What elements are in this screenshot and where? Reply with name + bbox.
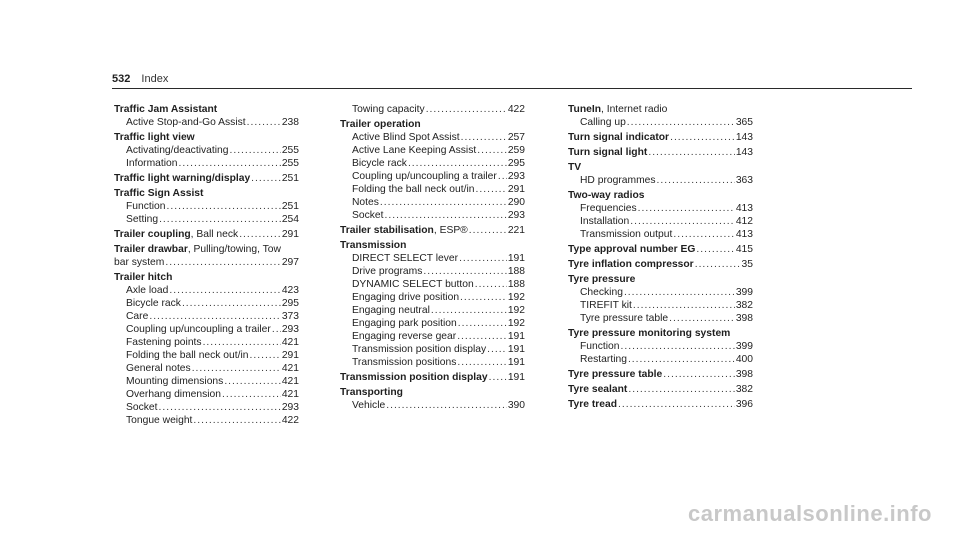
index-entry bbox=[568, 327, 753, 366]
index-subentry bbox=[568, 202, 753, 215]
page-ref: 143 bbox=[735, 132, 753, 143]
leader-dots bbox=[618, 398, 735, 411]
page-ref: 363 bbox=[735, 175, 753, 186]
index-subentry bbox=[340, 399, 525, 412]
leader-dots bbox=[167, 200, 281, 213]
page-ref: 382 bbox=[735, 384, 753, 395]
subentry-text: Installation bbox=[580, 216, 630, 227]
page-ref: 259 bbox=[507, 145, 525, 156]
index-entry bbox=[568, 146, 753, 159]
leader-dots bbox=[498, 170, 507, 183]
page-ref: 293 bbox=[507, 171, 525, 182]
index-subentry bbox=[340, 330, 525, 343]
page-ref: 143 bbox=[735, 147, 753, 158]
index-heading-row bbox=[114, 271, 299, 284]
subentry-text: TIREFIT kit bbox=[580, 300, 632, 311]
index-entry bbox=[114, 172, 299, 185]
page-ref: 191 bbox=[507, 344, 525, 355]
index-subentry bbox=[340, 265, 525, 278]
subentry-text: General notes bbox=[126, 363, 191, 374]
leader-dots bbox=[638, 202, 735, 215]
leader-dots bbox=[477, 144, 507, 157]
leader-dots bbox=[670, 131, 735, 144]
page-ref: 191 bbox=[507, 331, 525, 342]
index-heading-suffix: , Ball neck bbox=[190, 229, 239, 240]
index-subentry bbox=[340, 157, 525, 170]
index-heading: Tyre sealant bbox=[568, 384, 628, 395]
leader-dots bbox=[159, 213, 281, 226]
index-heading-row bbox=[114, 228, 299, 241]
index-subentry bbox=[114, 401, 299, 414]
index-heading: Transmission position display bbox=[340, 372, 488, 383]
index-subentry bbox=[114, 310, 299, 323]
page-header bbox=[112, 73, 168, 85]
index-entry bbox=[568, 398, 753, 411]
index-heading: Two-way radios bbox=[568, 190, 645, 201]
leader-dots bbox=[630, 215, 735, 228]
leader-dots bbox=[222, 388, 281, 401]
leader-dots bbox=[426, 103, 507, 116]
index-subentry bbox=[568, 116, 753, 129]
page-ref: 399 bbox=[735, 287, 753, 298]
index-subentry bbox=[340, 278, 525, 291]
leader-dots bbox=[673, 228, 734, 241]
leader-dots bbox=[423, 265, 506, 278]
watermark: carmanualsonline.info bbox=[688, 501, 932, 526]
leader-dots bbox=[628, 353, 735, 366]
subentry-text: Mounting dimensions bbox=[126, 376, 224, 387]
index-entry bbox=[568, 161, 753, 187]
subentry-text: Calling up bbox=[580, 117, 626, 128]
leader-dots bbox=[457, 330, 507, 343]
leader-dots bbox=[380, 196, 507, 209]
index-heading: Traffic light warning/display bbox=[114, 173, 251, 184]
page-ref: 421 bbox=[281, 389, 299, 400]
index-subentry bbox=[340, 356, 525, 369]
page-ref: 421 bbox=[281, 363, 299, 374]
page-ref: 398 bbox=[735, 369, 753, 380]
leader-dots bbox=[458, 317, 507, 330]
subentry-text: Socket bbox=[126, 402, 158, 413]
index-entry bbox=[568, 368, 753, 381]
leader-dots bbox=[627, 116, 735, 129]
page-ref: 257 bbox=[507, 132, 525, 143]
page-ref: 293 bbox=[507, 210, 525, 221]
entry-gap bbox=[114, 427, 299, 429]
page-ref: 390 bbox=[507, 400, 525, 411]
index-heading: Trailer drawbar bbox=[114, 244, 188, 255]
index-heading-row bbox=[568, 258, 753, 271]
leader-dots bbox=[487, 343, 507, 356]
subentry-text: Coupling up/uncoupling a trailer bbox=[126, 324, 271, 335]
subentry-text: Restarting bbox=[580, 354, 627, 365]
page-ref: 192 bbox=[507, 292, 525, 303]
subentry-text: Bicycle rack bbox=[126, 298, 181, 309]
index-heading: Tyre tread bbox=[568, 399, 618, 410]
page-ref: 251 bbox=[281, 173, 299, 184]
index-subentry bbox=[568, 286, 753, 299]
index-heading: Turn signal light bbox=[568, 147, 648, 158]
page-ref: 255 bbox=[281, 145, 299, 156]
index-heading-row bbox=[340, 224, 525, 237]
index-subentry bbox=[114, 362, 299, 375]
page-ref: 295 bbox=[507, 158, 525, 169]
index-subentry bbox=[114, 414, 299, 427]
leader-dots bbox=[461, 131, 507, 144]
leader-dots bbox=[203, 336, 281, 349]
page-ref: 291 bbox=[281, 229, 299, 240]
index-heading-row bbox=[568, 161, 753, 174]
page-ref: 291 bbox=[507, 184, 525, 195]
subentry-text: Active Blind Spot Assist bbox=[352, 132, 460, 143]
subentry-text: Transmission output bbox=[580, 229, 673, 240]
subentry-text: Function bbox=[580, 341, 620, 352]
index-entry bbox=[114, 271, 299, 427]
leader-dots bbox=[460, 291, 507, 304]
index-subentry bbox=[340, 196, 525, 209]
subentry-text: Coupling up/uncoupling a trailer bbox=[352, 171, 497, 182]
leader-dots bbox=[229, 144, 280, 157]
subentry-text: Towing capacity bbox=[352, 104, 425, 115]
page-ref: 192 bbox=[507, 305, 525, 316]
index-subentry bbox=[114, 336, 299, 349]
index-heading: TV bbox=[568, 162, 582, 173]
index-column-2 bbox=[340, 103, 525, 414]
index-entry bbox=[340, 386, 525, 412]
index-heading: Type approval number EG bbox=[568, 244, 696, 255]
leader-dots bbox=[459, 252, 507, 265]
leader-dots bbox=[476, 183, 507, 196]
subentry-text: Drive programs bbox=[352, 266, 423, 277]
page-ref: 413 bbox=[735, 229, 753, 240]
page-ref: 422 bbox=[281, 415, 299, 426]
index-subentry bbox=[568, 299, 753, 312]
index-heading-suffix: , ESP® bbox=[433, 225, 468, 236]
subentry-text: Folding the ball neck out/in bbox=[126, 350, 249, 361]
leader-dots bbox=[179, 157, 281, 170]
subentry-text: Notes bbox=[352, 197, 379, 208]
index-subentry bbox=[114, 116, 299, 129]
leader-dots bbox=[250, 349, 281, 362]
index-entry bbox=[568, 273, 753, 325]
subentry-text: DYNAMIC SELECT button bbox=[352, 279, 474, 290]
index-heading-continuation bbox=[114, 256, 299, 269]
subentry-text: Engaging park position bbox=[352, 318, 457, 329]
subentry-text: Active Lane Keeping Assist bbox=[352, 145, 477, 156]
subentry-text: Active Stop-and-Go Assist bbox=[126, 117, 246, 128]
page-ref: 382 bbox=[735, 300, 753, 311]
subentry-text: Engaging reverse gear bbox=[352, 331, 457, 342]
index-entry bbox=[114, 243, 299, 269]
page-ref: 293 bbox=[281, 402, 299, 413]
index-heading-row bbox=[568, 273, 753, 286]
leader-dots bbox=[165, 256, 280, 269]
index-subentry bbox=[340, 131, 525, 144]
index-entry bbox=[340, 239, 525, 369]
index-subentry bbox=[114, 213, 299, 226]
leader-dots bbox=[457, 356, 506, 369]
index-column-1 bbox=[114, 103, 299, 429]
index-heading-row bbox=[568, 243, 753, 256]
subentry-text: Tyre pressure table bbox=[580, 313, 669, 324]
leader-dots bbox=[633, 299, 735, 312]
subentry-text: Vehicle bbox=[352, 400, 386, 411]
subentry-text: Frequencies bbox=[580, 203, 637, 214]
subentry-text: Bicycle rack bbox=[352, 158, 407, 169]
index-entry bbox=[340, 371, 525, 384]
index-heading-row bbox=[340, 239, 525, 252]
index-entry bbox=[568, 131, 753, 144]
page-ref: 415 bbox=[735, 244, 753, 255]
index-subentry bbox=[340, 183, 525, 196]
leader-dots bbox=[696, 243, 734, 256]
index-subentry bbox=[340, 209, 525, 222]
index-entry bbox=[568, 189, 753, 241]
leader-dots bbox=[386, 399, 507, 412]
subentry-text: Tongue weight bbox=[126, 415, 193, 426]
leader-dots bbox=[247, 116, 281, 129]
page-number: 532 bbox=[112, 73, 131, 85]
leader-dots bbox=[648, 146, 734, 159]
index-heading-row bbox=[340, 118, 525, 131]
index-heading-row bbox=[568, 368, 753, 381]
index-heading-suffix: , Pulling/towing, Tow bbox=[187, 244, 281, 255]
index-subentry bbox=[340, 304, 525, 317]
index-subentry bbox=[114, 388, 299, 401]
index-subentry bbox=[340, 170, 525, 183]
subentry-text: Axle load bbox=[126, 285, 169, 296]
index-heading: Transmission bbox=[340, 240, 407, 251]
page-ref: 423 bbox=[281, 285, 299, 296]
page-ref: 421 bbox=[281, 337, 299, 348]
page-ref: 35 bbox=[741, 259, 753, 270]
page-ref: 422 bbox=[507, 104, 525, 115]
leader-dots bbox=[621, 340, 735, 353]
index-heading: Trailer hitch bbox=[114, 272, 173, 283]
index-entry bbox=[568, 258, 753, 271]
index-subentry bbox=[114, 375, 299, 388]
subentry-text: Information bbox=[126, 158, 178, 169]
index-heading-row bbox=[568, 131, 753, 144]
index-heading-row bbox=[568, 189, 753, 202]
index-heading-row bbox=[340, 371, 525, 384]
subentry-text: Setting bbox=[126, 214, 159, 225]
page-ref: 254 bbox=[281, 214, 299, 225]
index-heading: Transporting bbox=[340, 387, 403, 398]
page-ref: 413 bbox=[735, 203, 753, 214]
entry-gap bbox=[340, 412, 525, 414]
leader-dots bbox=[384, 209, 506, 222]
index-heading: Traffic Jam Assistant bbox=[114, 104, 218, 115]
leader-dots bbox=[489, 371, 507, 384]
page-ref: 290 bbox=[507, 197, 525, 208]
subentry-text: HD programmes bbox=[580, 175, 656, 186]
page-ref: 251 bbox=[281, 201, 299, 212]
page-ref: 221 bbox=[507, 225, 525, 236]
leader-dots bbox=[475, 278, 507, 291]
index-entry bbox=[340, 118, 525, 222]
index-subentry bbox=[114, 144, 299, 157]
index-entry bbox=[114, 187, 299, 226]
leader-dots bbox=[663, 368, 735, 381]
index-subentry bbox=[114, 297, 299, 310]
page-ref: 373 bbox=[281, 311, 299, 322]
subentry-text: Care bbox=[126, 311, 149, 322]
subentry-text: Function bbox=[126, 201, 166, 212]
subentry-text: Engaging drive position bbox=[352, 292, 460, 303]
index-heading: Trailer coupling bbox=[114, 229, 191, 240]
index-entry bbox=[114, 228, 299, 241]
page-ref: 295 bbox=[281, 298, 299, 309]
page-ref: 191 bbox=[507, 372, 525, 383]
page-ref: 297 bbox=[281, 257, 299, 268]
leader-dots bbox=[169, 284, 280, 297]
index-subentry bbox=[568, 312, 753, 325]
leader-dots bbox=[628, 383, 734, 396]
index-heading-suffix: , Internet radio bbox=[600, 104, 668, 115]
index-entry bbox=[568, 103, 753, 129]
page-ref: 188 bbox=[507, 279, 525, 290]
subentry-text: Transmission positions bbox=[352, 357, 457, 368]
page-ref: 398 bbox=[735, 313, 753, 324]
page-ref: 191 bbox=[507, 357, 525, 368]
index-subentry bbox=[114, 157, 299, 170]
subentry-text: DIRECT SELECT lever bbox=[352, 253, 459, 264]
leader-dots bbox=[272, 323, 281, 336]
index-heading-row bbox=[114, 172, 299, 185]
index-heading-row bbox=[340, 386, 525, 399]
subentry-text: Transmission position display bbox=[352, 344, 487, 355]
page-ref: 255 bbox=[281, 158, 299, 169]
leader-dots bbox=[251, 172, 281, 185]
index-heading-row bbox=[114, 131, 299, 144]
index-subentry bbox=[340, 317, 525, 330]
index-heading: Trailer operation bbox=[340, 119, 421, 130]
index-subentry bbox=[568, 340, 753, 353]
page-ref: 293 bbox=[281, 324, 299, 335]
index-subentry bbox=[340, 291, 525, 304]
leader-dots bbox=[431, 304, 507, 317]
index-subentry bbox=[340, 252, 525, 265]
page-ref: 400 bbox=[735, 354, 753, 365]
leader-dots bbox=[239, 228, 281, 241]
leader-dots bbox=[408, 157, 507, 170]
index-heading: Traffic Sign Assist bbox=[114, 188, 204, 199]
leader-dots bbox=[149, 310, 280, 323]
page-ref: 191 bbox=[507, 253, 525, 264]
index-subentry bbox=[114, 284, 299, 297]
index-subentry bbox=[114, 200, 299, 213]
continuation-text: bar system bbox=[114, 257, 165, 268]
index-heading-row bbox=[568, 146, 753, 159]
page-ref: 238 bbox=[281, 117, 299, 128]
leader-dots bbox=[224, 375, 281, 388]
leader-dots bbox=[182, 297, 281, 310]
index-subentry bbox=[340, 103, 525, 116]
page-ref: 365 bbox=[735, 117, 753, 128]
header-rule bbox=[112, 88, 912, 89]
subentry-text: Folding the ball neck out/in bbox=[352, 184, 475, 195]
index-subentry bbox=[340, 144, 525, 157]
subentry-text: Socket bbox=[352, 210, 384, 221]
page-ref: 291 bbox=[281, 350, 299, 361]
leader-dots bbox=[193, 414, 280, 427]
index-entry bbox=[114, 103, 299, 129]
index-heading: Turn signal indicator bbox=[568, 132, 670, 143]
leader-dots bbox=[669, 312, 735, 325]
leader-dots bbox=[469, 224, 507, 237]
index-heading-row bbox=[568, 103, 753, 116]
index-heading: Tyre pressure table bbox=[568, 369, 663, 380]
page-ref: 188 bbox=[507, 266, 525, 277]
index-heading: Trailer stabilisation bbox=[340, 225, 434, 236]
index-subentry bbox=[568, 353, 753, 366]
subentry-text: Activating/deactivating bbox=[126, 145, 229, 156]
page-ref: 192 bbox=[507, 318, 525, 329]
index-subentry bbox=[568, 174, 753, 187]
index-heading-row bbox=[114, 187, 299, 200]
leader-dots bbox=[624, 286, 735, 299]
index-heading-row bbox=[568, 327, 753, 340]
index-subentry bbox=[114, 323, 299, 336]
index-heading: Tyre pressure bbox=[568, 274, 636, 285]
entry-gap bbox=[568, 411, 753, 413]
index-subentry bbox=[114, 349, 299, 362]
index-column-3 bbox=[568, 103, 753, 413]
index-subentry bbox=[568, 215, 753, 228]
index-entry bbox=[568, 383, 753, 396]
index-heading: Tyre pressure monitoring system bbox=[568, 328, 731, 339]
index-heading: TuneIn bbox=[568, 104, 601, 115]
index-entry bbox=[568, 243, 753, 256]
subentry-text: Engaging neutral bbox=[352, 305, 430, 316]
index-heading-row bbox=[568, 383, 753, 396]
index-subentry bbox=[340, 343, 525, 356]
subentry-text: Overhang dimension bbox=[126, 389, 222, 400]
index-entry bbox=[340, 224, 525, 237]
index-heading-row bbox=[114, 103, 299, 116]
index-heading: Tyre inflation compressor bbox=[568, 259, 694, 270]
section-label: Index bbox=[141, 73, 169, 85]
index-entry bbox=[114, 131, 299, 170]
page-ref: 396 bbox=[735, 399, 753, 410]
subentry-text: Checking bbox=[580, 287, 623, 298]
index-heading-row bbox=[568, 398, 753, 411]
page-ref: 399 bbox=[735, 341, 753, 352]
leader-dots bbox=[657, 174, 735, 187]
page-ref: 421 bbox=[281, 376, 299, 387]
subentry-text: Fastening points bbox=[126, 337, 202, 348]
index-entry bbox=[340, 103, 525, 116]
index-heading: Traffic light view bbox=[114, 132, 195, 143]
page-ref: 412 bbox=[735, 216, 753, 227]
leader-dots bbox=[158, 401, 280, 414]
index-heading-row bbox=[114, 243, 299, 256]
index-subentry bbox=[568, 228, 753, 241]
leader-dots bbox=[695, 258, 741, 271]
leader-dots bbox=[192, 362, 281, 375]
